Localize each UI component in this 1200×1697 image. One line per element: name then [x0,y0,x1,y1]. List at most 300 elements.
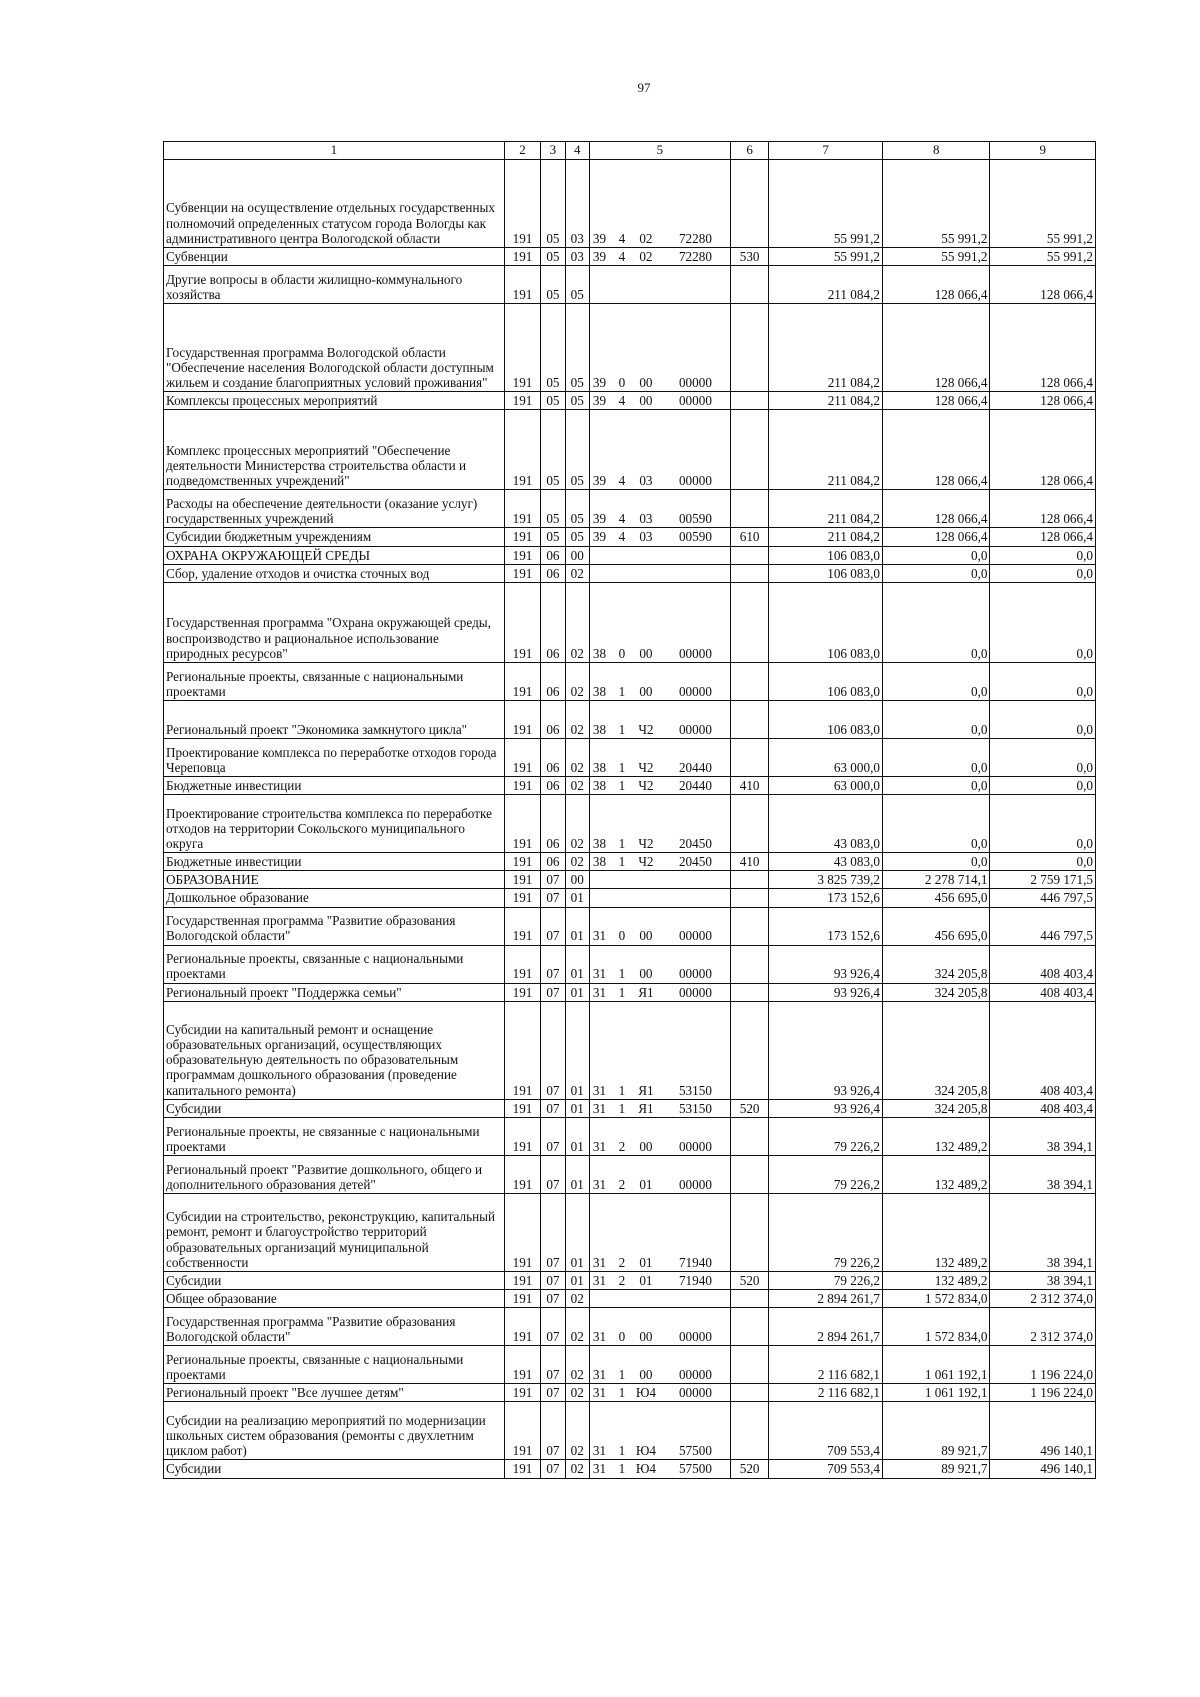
target-article-part-1: 39 [592,473,607,489]
amount-col-9: 0,0 [990,582,1096,662]
target-article-part-2: 1 [618,721,626,737]
target-article-part-1: 38 [592,721,607,737]
expense-type-code [730,392,769,410]
target-article-part-1: 39 [592,511,607,527]
subsection-code: 02 [565,853,589,871]
ministry-code: 191 [504,266,541,304]
target-article-part-4: 00000 [678,375,712,390]
amount-col-7: 79 226,2 [769,1271,883,1289]
section-code: 06 [541,795,565,853]
expense-type-code: 610 [730,528,769,546]
target-article-code [589,1290,730,1308]
target-article-part-3: 03 [639,511,653,527]
target-article-part-2: 2 [618,1176,626,1192]
subsection-code: 05 [565,266,589,304]
subsection-code: 02 [565,776,589,794]
table-row [164,871,1096,889]
section-code: 07 [541,889,565,907]
amount-col-8: 55 991,2 [882,160,989,248]
amount-col-7: 211 084,2 [769,410,883,490]
target-article-code [589,871,730,889]
amount-col-9: 128 066,4 [990,304,1096,392]
table-row [164,853,1096,871]
target-article-part-4: 00000 [678,1138,712,1154]
ministry-code: 191 [504,1290,541,1308]
amount-col-8: 0,0 [882,795,989,853]
target-article-part-3: 00 [639,1367,653,1383]
target-article-part-4: 00000 [678,1385,712,1401]
amount-col-7: 211 084,2 [769,392,883,410]
subsection-code: 02 [565,564,589,582]
amount-col-8: 324 205,8 [882,1099,989,1117]
table-row [164,160,1096,248]
section-code: 07 [541,871,565,889]
row-name: Субсидии на строительство, реконструкцию, капитальный ремонт, ремонт и благоустройство территорий образовательных организаций муниципальной собственности [164,1193,505,1271]
table-row [164,490,1096,528]
ministry-code: 191 [504,738,541,776]
subsection-code: 03 [565,248,589,266]
target-article-part-2: 4 [618,393,626,409]
table-row [164,1001,1096,1099]
target-article-code [589,889,730,907]
table-row [164,1099,1096,1117]
ministry-code: 191 [504,1117,541,1155]
amount-col-9: 38 394,1 [990,1117,1096,1155]
target-article-part-3: 00 [639,683,653,699]
amount-col-8: 128 066,4 [882,490,989,528]
target-article-code [589,776,730,794]
ministry-code: 191 [504,564,541,582]
amount-col-7: 2 116 682,1 [769,1384,883,1402]
section-code: 06 [541,738,565,776]
table-header-row [164,142,1096,160]
amount-col-9: 0,0 [990,776,1096,794]
row-name: ОХРАНА ОКРУЖАЮЩЕЙ СРЕДЫ [164,546,505,564]
amount-col-9: 2 759 171,5 [990,871,1096,889]
row-name: Бюджетные инвестиции [164,776,505,794]
table-row [164,528,1096,546]
page-number: 97 [637,80,651,95]
table-row [164,304,1096,392]
ministry-code: 191 [504,392,541,410]
subsection-code: 02 [565,1346,589,1384]
amount-col-8: 128 066,4 [882,410,989,490]
column-header-7: 7 [769,142,883,160]
amount-col-9: 0,0 [990,738,1096,776]
target-article-part-1: 39 [592,529,607,545]
target-article-part-3: 01 [639,1254,653,1270]
section-code: 05 [541,490,565,528]
target-article-part-4: 00590 [678,511,712,527]
target-article-part-3: Ю4 [635,1385,656,1401]
section-code: 07 [541,1155,565,1193]
target-article-part-2: 1 [618,777,626,793]
target-article-part-3: Ч2 [638,835,654,851]
target-article-part-1: 31 [592,1254,607,1270]
row-name: Государственная программа "Развитие образования Вологодской области" [164,1308,505,1346]
subsection-code: 02 [565,1402,589,1460]
table-row [164,1271,1096,1289]
expense-type-code [730,1346,769,1384]
target-article-part-4: 20440 [678,759,712,775]
amount-col-8: 132 489,2 [882,1271,989,1289]
target-article-part-2: 0 [618,375,626,390]
subsection-code: 01 [565,1099,589,1117]
row-name: Субсидии на капитальный ремонт и оснащение образовательных организаций, осуществляющих образовательную деятельность по образовательным программам дошкольного образования (проведение капитального ремонта) [164,1001,505,1099]
table-row [164,776,1096,794]
target-article-part-4: 71940 [678,1272,712,1288]
ministry-code: 191 [504,1402,541,1460]
subsection-code: 02 [565,1384,589,1402]
target-article-part-2: 0 [618,928,626,944]
target-article-part-1: 39 [592,375,607,390]
target-article-code [589,392,730,410]
row-name: Государственная программа "Охрана окружающей среды, воспроизводство и рациональное использование природных ресурсов" [164,582,505,662]
amount-col-7: 43 083,0 [769,853,883,871]
column-header-2: 2 [504,142,541,160]
ministry-code: 191 [504,1193,541,1271]
section-code: 05 [541,392,565,410]
target-article-part-4: 00000 [678,1176,712,1192]
row-name: Региональные проекты, не связанные с национальными проектами [164,1117,505,1155]
expense-type-code [730,1290,769,1308]
subsection-code: 05 [565,410,589,490]
amount-col-9: 2 312 374,0 [990,1308,1096,1346]
amount-col-8: 456 695,0 [882,907,989,945]
amount-col-9: 496 140,1 [990,1460,1096,1478]
table-row [164,738,1096,776]
amount-col-7: 79 226,2 [769,1193,883,1271]
amount-col-7: 106 083,0 [769,582,883,662]
table-row [164,266,1096,304]
section-code: 07 [541,1384,565,1402]
target-article-part-2: 2 [618,1254,626,1270]
target-article-part-4: 53150 [678,1100,712,1116]
target-article-part-1: 39 [592,393,607,409]
row-name: Субвенции [164,248,505,266]
target-article-part-1: 38 [592,777,607,793]
target-article-part-4: 57500 [678,1443,712,1459]
target-article-part-2: 0 [618,645,626,661]
ministry-code: 191 [504,582,541,662]
target-article-part-3: Ч2 [638,854,654,870]
target-article-part-2: 4 [618,511,626,527]
section-code: 07 [541,1460,565,1478]
target-article-code [589,1402,730,1460]
section-code: 07 [541,983,565,1001]
amount-col-7: 211 084,2 [769,528,883,546]
target-article-part-1: 31 [592,1461,607,1477]
section-code: 05 [541,160,565,248]
table-row [164,662,1096,700]
expense-type-code [730,546,769,564]
table-row [164,1308,1096,1346]
subsection-code: 05 [565,304,589,392]
ministry-code: 191 [504,1308,541,1346]
row-name: Комплексы процессных мероприятий [164,392,505,410]
ministry-code: 191 [504,907,541,945]
target-article-part-3: 01 [639,1176,653,1192]
amount-col-8: 1 061 192,1 [882,1384,989,1402]
target-article-part-2: 1 [618,1100,626,1116]
target-article-code [589,700,730,738]
row-name: Государственная программа "Развитие образования Вологодской области" [164,907,505,945]
expense-type-code [730,889,769,907]
target-article-code [589,1384,730,1402]
expense-type-code [730,564,769,582]
expense-type-code [730,983,769,1001]
table-row [164,1155,1096,1193]
target-article-part-4: 00000 [678,393,712,409]
row-name: Субсидии [164,1099,505,1117]
amount-col-7: 709 553,4 [769,1460,883,1478]
table-row [164,1384,1096,1402]
ministry-code: 191 [504,1155,541,1193]
section-code: 06 [541,700,565,738]
amount-col-9: 128 066,4 [990,410,1096,490]
target-article-part-2: 2 [618,1272,626,1288]
target-article-part-3: 00 [639,393,653,409]
amount-col-9: 446 797,5 [990,889,1096,907]
ministry-code: 191 [504,795,541,853]
amount-col-7: 211 084,2 [769,266,883,304]
amount-col-9: 38 394,1 [990,1271,1096,1289]
expense-type-code [730,1308,769,1346]
subsection-code: 01 [565,1193,589,1271]
amount-col-8: 132 489,2 [882,1193,989,1271]
amount-col-8: 1 572 834,0 [882,1290,989,1308]
amount-col-7: 93 926,4 [769,1099,883,1117]
target-article-code [589,266,730,304]
target-article-code [589,528,730,546]
amount-col-7: 2 894 261,7 [769,1308,883,1346]
amount-col-9: 408 403,4 [990,1099,1096,1117]
target-article-part-3: Я1 [638,1082,654,1098]
amount-col-9: 128 066,4 [990,392,1096,410]
subsection-code: 01 [565,945,589,983]
target-article-code [589,1460,730,1478]
column-header-9: 9 [990,142,1096,160]
subsection-code: 02 [565,1308,589,1346]
row-name: Проектирование комплекса по переработке отходов города Череповца [164,738,505,776]
target-article-code [589,546,730,564]
expense-type-code: 520 [730,1271,769,1289]
target-article-part-3: 00 [639,375,653,390]
column-header-8: 8 [882,142,989,160]
amount-col-8: 0,0 [882,546,989,564]
section-code: 07 [541,1117,565,1155]
amount-col-8: 324 205,8 [882,983,989,1001]
budget-table [163,141,1096,1479]
table-row [164,582,1096,662]
amount-col-7: 79 226,2 [769,1117,883,1155]
row-name: Региональный проект "Экономика замкнутого цикла" [164,700,505,738]
target-article-part-3: Я1 [638,1100,654,1116]
table-row [164,700,1096,738]
table-row [164,564,1096,582]
section-code: 07 [541,945,565,983]
target-article-code [589,945,730,983]
target-article-part-4: 00000 [678,1367,712,1383]
ministry-code: 191 [504,889,541,907]
amount-col-9: 128 066,4 [990,266,1096,304]
section-code: 07 [541,1271,565,1289]
expense-type-code [730,795,769,853]
target-article-part-2: 4 [618,230,626,246]
ministry-code: 191 [504,853,541,871]
subsection-code: 00 [565,546,589,564]
ministry-code: 191 [504,1001,541,1099]
section-code: 07 [541,1099,565,1117]
target-article-code [589,1271,730,1289]
amount-col-9: 2 312 374,0 [990,1290,1096,1308]
amount-col-8: 0,0 [882,564,989,582]
expense-type-code [730,700,769,738]
amount-col-7: 106 083,0 [769,546,883,564]
target-article-code [589,1155,730,1193]
expense-type-code [730,1193,769,1271]
target-article-code [589,1346,730,1384]
target-article-part-3: 00 [639,928,653,944]
amount-col-8: 128 066,4 [882,266,989,304]
target-article-part-4: 00000 [678,966,712,982]
expense-type-code [730,945,769,983]
expense-type-code [730,582,769,662]
target-article-part-3: Ю4 [635,1461,656,1477]
row-name: Дошкольное образование [164,889,505,907]
row-name: Комплекс процессных мероприятий "Обеспечение деятельности Министерства строительства области и подведомственных учреждений" [164,410,505,490]
row-name: Региональный проект "Все лучшее детям" [164,1384,505,1402]
target-article-part-4: 00000 [678,645,712,661]
target-article-code [589,1193,730,1271]
expense-type-code: 530 [730,248,769,266]
target-article-code [589,907,730,945]
target-article-part-3: 01 [639,1272,653,1288]
target-article-part-2: 1 [618,1367,626,1383]
target-article-code [589,853,730,871]
section-code: 07 [541,1402,565,1460]
target-article-part-1: 38 [592,759,607,775]
table-row [164,907,1096,945]
row-name: Субсидии на реализацию мероприятий по модернизации школьных систем образования (ремонты с двухлетним циклом работ) [164,1402,505,1460]
ministry-code: 191 [504,776,541,794]
row-name: Региональный проект "Поддержка семьи" [164,983,505,1001]
target-article-part-3: Ч2 [638,721,654,737]
amount-col-7: 43 083,0 [769,795,883,853]
target-article-part-1: 39 [592,249,607,264]
target-article-part-2: 4 [618,529,626,545]
target-article-part-2: 1 [618,1082,626,1098]
ministry-code: 191 [504,700,541,738]
target-article-part-4: 71940 [678,1254,712,1270]
expense-type-code [730,266,769,304]
section-code: 06 [541,662,565,700]
section-code: 06 [541,853,565,871]
amount-col-7: 106 083,0 [769,564,883,582]
target-article-part-2: 1 [618,683,626,699]
target-article-part-1: 31 [592,1176,607,1192]
amount-col-7: 173 152,6 [769,907,883,945]
expense-type-code [730,410,769,490]
section-code: 05 [541,248,565,266]
amount-col-8: 1 061 192,1 [882,1346,989,1384]
target-article-part-4: 00590 [678,529,712,545]
target-article-code [589,304,730,392]
expense-type-code [730,1117,769,1155]
amount-col-7: 63 000,0 [769,776,883,794]
target-article-part-4: 00000 [678,721,712,737]
ministry-code: 191 [504,945,541,983]
table-row [164,889,1096,907]
target-article-part-1: 38 [592,645,607,661]
subsection-code: 01 [565,889,589,907]
amount-col-9: 38 394,1 [990,1155,1096,1193]
target-article-part-3: 02 [639,230,653,246]
amount-col-9: 0,0 [990,662,1096,700]
amount-col-8: 456 695,0 [882,889,989,907]
ministry-code: 191 [504,1460,541,1478]
amount-col-9: 0,0 [990,546,1096,564]
target-article-part-2: 2 [618,1138,626,1154]
amount-col-9: 408 403,4 [990,945,1096,983]
section-code: 07 [541,907,565,945]
target-article-part-4: 72280 [678,230,712,246]
target-article-part-2: 4 [618,249,626,264]
expense-type-code [730,1001,769,1099]
ministry-code: 191 [504,304,541,392]
target-article-part-3: Ю4 [635,1443,656,1459]
amount-col-8: 0,0 [882,582,989,662]
row-name: Региональные проекты, связанные с национальными проектами [164,662,505,700]
subsection-code: 02 [565,795,589,853]
section-code: 06 [541,776,565,794]
amount-col-7: 79 226,2 [769,1155,883,1193]
target-article-part-3: 00 [639,966,653,982]
ministry-code: 191 [504,1099,541,1117]
amount-col-8: 128 066,4 [882,392,989,410]
row-name: Сбор, удаление отходов и очистка сточных вод [164,564,505,582]
expense-type-code: 520 [730,1099,769,1117]
amount-col-8: 89 921,7 [882,1402,989,1460]
table-row [164,1117,1096,1155]
amount-col-7: 2 894 261,7 [769,1290,883,1308]
row-name: Бюджетные инвестиции [164,853,505,871]
target-article-part-1: 38 [592,683,607,699]
ministry-code: 191 [504,160,541,248]
section-code: 07 [541,1308,565,1346]
amount-col-8: 324 205,8 [882,1001,989,1099]
target-article-part-2: 1 [618,854,626,870]
table-row [164,795,1096,853]
expense-type-code [730,160,769,248]
amount-col-7: 106 083,0 [769,700,883,738]
subsection-code: 01 [565,983,589,1001]
target-article-part-3: 00 [639,1138,653,1154]
expense-type-code: 410 [730,853,769,871]
subsection-code: 02 [565,1290,589,1308]
expense-type-code [730,871,769,889]
amount-col-8: 128 066,4 [882,304,989,392]
column-header-4: 4 [565,142,589,160]
table-row [164,392,1096,410]
section-code: 07 [541,1346,565,1384]
row-name: Другие вопросы в области жилищно-коммунального хозяйства [164,266,505,304]
ministry-code: 191 [504,662,541,700]
row-name: Расходы на обеспечение деятельности (оказание услуг) государственных учреждений [164,490,505,528]
amount-col-9: 55 991,2 [990,248,1096,266]
expense-type-code [730,1402,769,1460]
target-article-part-1: 38 [592,854,607,870]
